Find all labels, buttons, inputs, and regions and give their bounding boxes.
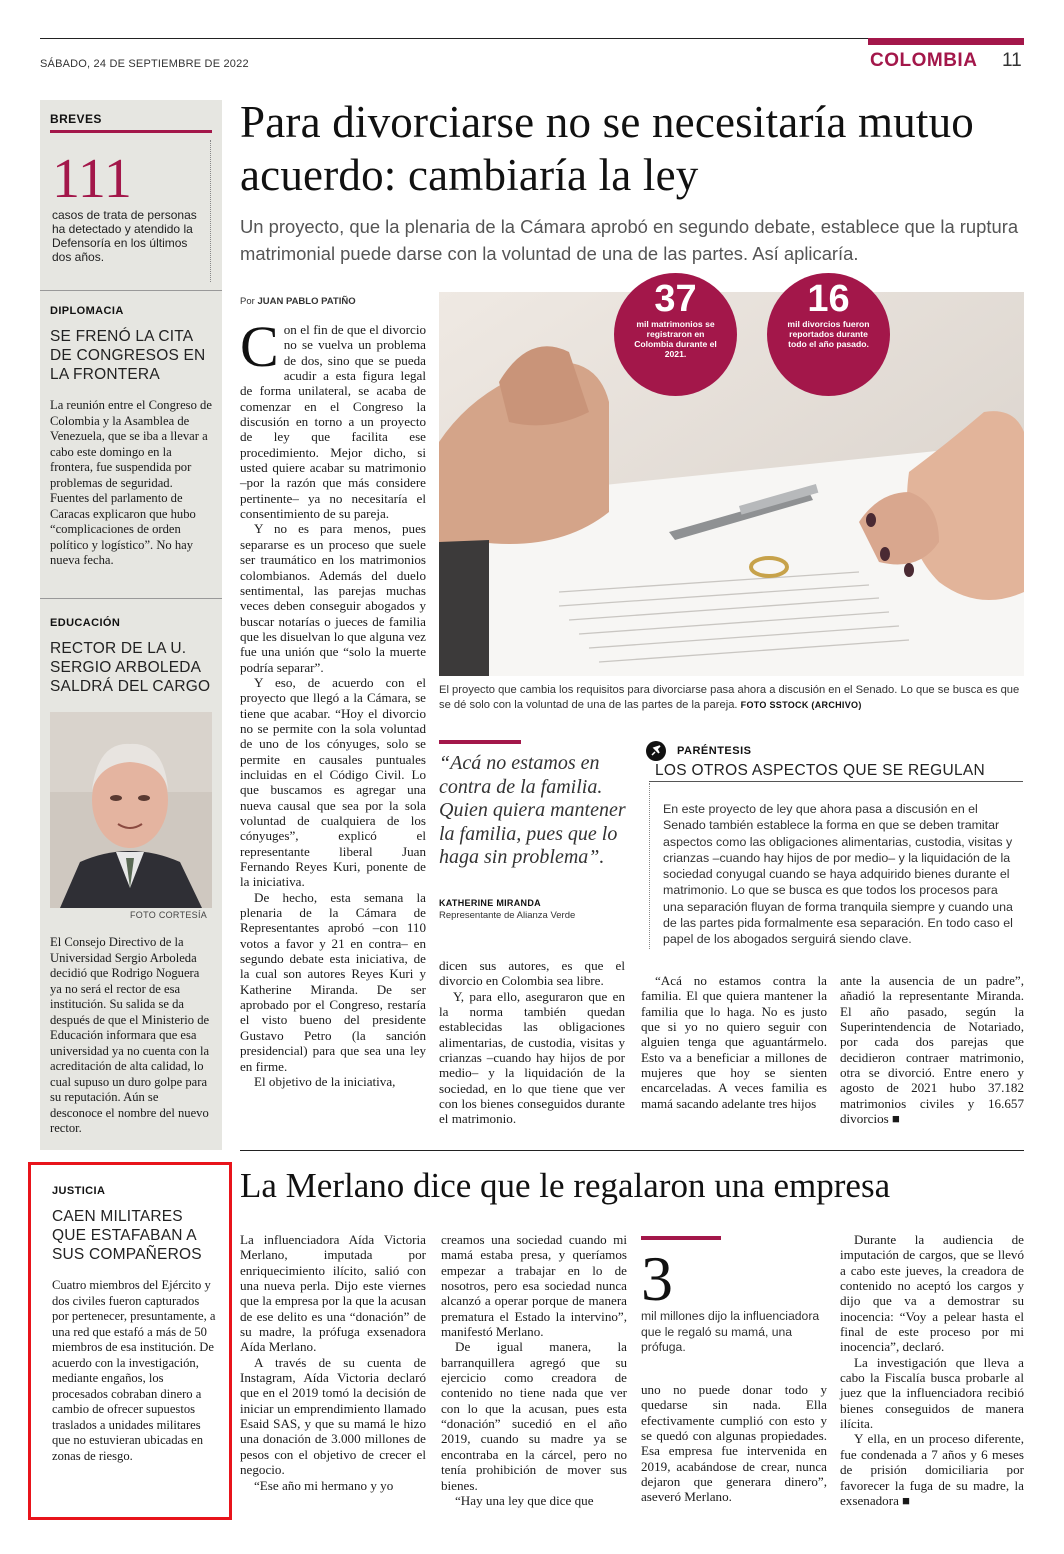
story1-column-3 <box>641 973 827 1111</box>
story2-stat-number: 3 <box>641 1243 673 1314</box>
section-name: COLOMBIA <box>870 50 978 71</box>
stat-number: 37 <box>654 278 697 320</box>
story2-column-1 <box>240 1232 426 1493</box>
story1-paragraph: on el fin de que el divorcio no se vuelva un problema de dos, sino que se pueda acudir a esta figura legal de forma unilateral, se acaba de comenzar en el Congreso la discusión en torno a un proyecto de ley que facilita ese procedimiento. Mejor dicho, si usted quiere acabar su matrimonio –por la razón que más considere pertinente– ya no necesitaría el consentimiento de su pareja. <box>240 322 426 522</box>
story2-paragraph: A través de su cuenta de Instagram, Aída Victoria declaró que en el 2019 tomó la decisión de iniciar un emprendimiento llamado Esaid SAS, y que su mamá le hizo una donación de 3.000 millones de pesos con el objetivo de crecer el negocio. <box>240 1354 426 1478</box>
byline <box>240 296 356 307</box>
story2-column-4 <box>840 1232 1024 1508</box>
portrait-illustration <box>50 712 212 908</box>
story2-paragraph: uno no puede donar todo y quedarse sin nada. Ella efectivamente cumplió con esto y se quedó con algunas propiedades. Esa empresa fue intervenida en 2019, acabándose de crear, nunca dejaron que generara dinero”, aseveró Merlano. <box>641 1382 827 1505</box>
story2-paragraph: Y ella, en un proceso diferente, fue condenada a 7 años y 6 meses de prisión domiciliaria por favorecer la fuga de su madre, la exsenadora ■ <box>840 1431 1024 1508</box>
story2-paragraph: De igual manera, la barranquillera agregó que su ejercicio como creadora de contenido no tiene nada que ver con lo que la acusan, pues esta “donación” sucedió en el año 2019, cuando su madre ya se encontraba en la cárcel, pero no tenía prohibición de mover sus bienes. <box>441 1339 627 1493</box>
story2-paragraph: La influenciadora Aída Victoria Merlano, imputada por enriquecimiento ilícito, salió con una nueva perla. Dijo este viernes que la empresa por la que la acusan de ese delito es una “donación” de su madre, la prófuga exsenadora Aída Merlano. <box>240 1232 426 1355</box>
caption-text: El proyecto que cambia los requisitos para divorciarse pasa ahora a discusión en el Senado. Lo que se busca es que se dé solo con la voluntad de una de las partes de la pareja. <box>439 684 1020 711</box>
dropcap: C <box>240 314 279 379</box>
stat-text: mil divorcios fueron reportados durante todo el año pasado. <box>787 319 870 349</box>
byline-prefix: Por <box>240 296 255 307</box>
justicia-label: JUSTICIA <box>52 1185 106 1197</box>
story2-column-2 <box>441 1232 627 1508</box>
stat-text: mil matrimonios se registraron en Colombia durante el 2021. <box>634 319 717 359</box>
diplomacia-label: DIPLOMACIA <box>50 305 124 317</box>
main-deck: Un proyecto, que la plenaria de la Cámara aprobó en segundo debate, establece que la ruptura matrimonial puede darse con la voluntad de una de las partes. Así aplicaría. <box>240 216 1019 264</box>
story1-paragraph: ante la ausencia de un padre”, añadió la representante Miranda. El año pasado, según la Superintendencia de Notariado, por cada dos parejas que decidieron contraer matrimonio, otra se divorció. Entre enero y agosto de 2021 hubo 37.182 matrimonios civiles y 16.657 divorcios ■ <box>840 973 1024 1127</box>
story1-paragraph: “Acá no estamos contra la familia. El que quiera mantener la familia que lo haga. No es justo que si yo no quiero seguir con alguien tenga que aguantármelo. Esto va a beneficiar a millones de mujeres que hoy se sienten encarceladas. A veces familia es mamá sacando adelante tres hijos <box>641 973 827 1111</box>
stat-circle-divorces <box>767 273 890 396</box>
educacion-label: EDUCACIÓN <box>50 617 121 629</box>
educacion-body: El Consejo Directivo de la Universidad Sergio Arboleda decidió que Rodrigo Noguera ya no será el rector de esa institución. Su salida se da después de que el Ministerio de Educación informara que esa universidad ya no cuenta con la acreditación de alta calidad, lo cual supuso un duro golpe para su reputación. Aún se desconoce el nombre del nuevo rector. <box>50 935 210 1135</box>
diplomacia-headline: SE FRENÓ LA CITA DE CONGRESOS EN LA FRONTERA <box>50 328 206 383</box>
photo-caption <box>439 683 1024 713</box>
sidebar-divider <box>40 598 222 599</box>
stat-number: 16 <box>807 278 850 320</box>
quote-author: KATHERINE MIRANDA <box>439 898 541 908</box>
breves-stat-number: 111 <box>52 148 132 210</box>
educacion-headline: RECTOR DE LA U. SERGIO ARBOLEDA SALDRÁ DEL CARGO <box>50 640 211 695</box>
story1-column-4 <box>840 973 1024 1126</box>
story1-column-1 <box>240 314 426 1089</box>
quote-rule <box>439 740 521 744</box>
parentesis-label: PARÉNTESIS <box>677 745 752 757</box>
page-number: 11 <box>1002 50 1022 71</box>
byline-author: JUAN PABLO PATIÑO <box>257 296 356 307</box>
quote-author-role: Representante de Alianza Verde <box>439 910 576 921</box>
story2-paragraph: “Ese año mi hermano y yo <box>254 1477 394 1493</box>
justicia-headline: CAEN MILITARES QUE ESTAFABAN A SUS COMPAÑEROS <box>52 1208 202 1263</box>
edition-date: SÁBADO, 24 DE SEPTIEMBRE DE 2022 <box>40 58 249 70</box>
rector-portrait-photo <box>50 712 212 908</box>
sidebar-divider <box>40 290 222 291</box>
story1-paragraph: De hecho, esta semana la plenaria de la Cámara de Representantes aprobó –con 110 votos a favor y 21 en contra– en segundo debate esta iniciativa, de la cual son autores Reyes Kuri y Katherine Miranda. De ser aprobado por el Congreso, restaría el visto bueno del presidente Gustavo Petro (la sanción presidencial) para que sea una ley en firme. <box>240 889 426 1074</box>
diplomacia-body: La reunión entre el Congreso de Colombia y la Asamblea de Venezuela, que se iba a llevar a cabo este domingo en la frontera, fue suspendida por problemas de seguridad. Fuentes del parlamento de Caracas explicaron que hubo “complicaciones de orden político y logístico”. No hay nueva fecha. <box>50 398 212 567</box>
parentesis-headline: LOS OTROS ASPECTOS QUE SE REGULAN <box>649 762 1023 782</box>
story2-paragraph: “Hay una ley que dice que <box>455 1492 594 1508</box>
story1-paragraph: El objetivo de la iniciativa, <box>254 1073 396 1089</box>
justicia-body: Cuatro miembros del Ejército y dos civiles fueron capturados por pertenecer, presuntamente, a una red que estafó a más de 50 miembros de esa institución. De acuerdo con la investigación, mediante engaños, los procesados cobraban dinero a cambio de ofrecer supuestos traslados a unidades militares que no estuvieran ubicadas en zonas de riesgo. <box>52 1278 216 1463</box>
stat-circle-marriages <box>614 273 737 396</box>
stat-rule <box>641 1236 721 1240</box>
breves-label: BREVES <box>50 112 102 126</box>
caption-photo-credit: FOTO SSTOCK (ARCHIVO) <box>740 700 862 710</box>
second-headline: La Merlano dice que le regalaron una empresa <box>240 1166 891 1205</box>
story1-paragraph: Y eso, de acuerdo con el proyecto que llegó a la Cámara, se tiene que acabar. “Hoy el divorcio no se permite con la sola voluntad de uno de los cónyuges, solo se permite en causales puntuales incluidas en el Código Civil. Lo que buscamos es agregar una nueva causal que sea por la sola voluntad de cualquiera de los cónyuges”, explicó el representante liberal Juan Fernando Reyes Kuri, ponente de la iniciativa. <box>240 674 426 890</box>
rector-photo-credit: FOTO CORTESÍA <box>130 910 208 920</box>
story2-column-3 <box>641 1382 827 1505</box>
parentesis-body: En este proyecto de ley que ahora pasa a discusión en el Senado también establece la forma en que se deben tramitar aspectos como las obligaciones alimentarias, custodia, visitas y crianzas –cuando hay hijos de por medio– y la liquidación de la sociedad conyugal cuando se haya adquirido bienes durante el matrimonio. Lo que se busca es que todos los procesos para una separación fluyan de forma tranquila siempre y cuando una de las partes pida formalmente esa separación. En todo caso el papel de los abogados serguirá siendo clave. <box>663 802 1013 947</box>
highlight-box <box>28 1162 232 1520</box>
breves-stat-text: casos de trata de personas ha detectado y atendido la Defensoría en los últimos dos años. <box>52 208 197 264</box>
breves-dotted-rule <box>210 140 211 282</box>
story1-paragraph: dicen sus autores, es que el divorcio en Colombia sea libre. <box>439 958 625 989</box>
breves-rule <box>50 130 212 133</box>
story1-column-2 <box>439 958 625 1127</box>
story1-paragraph: Y no es para menos, pues separarse es un proceso que suele ser traumático en los matrimonios colombianos. Además del duelo sentimental, las parejas muchas veces deben conseguir abogados y buscar notarías o jueces de familia que les disuelvan lo que alguna vez fue una unión que “solo la muerte podría separar”. <box>240 521 426 675</box>
story-divider <box>240 1150 1024 1151</box>
section-color-bar <box>868 38 1024 45</box>
main-headline: Para divorciarse no se necesitaría mutuo acuerdo: cambiaría la ley <box>240 97 974 200</box>
story2-paragraph: La investigación que lleva a cabo la Fiscalía busca probarle al juez que la influenciadora recibió bienes conseguidos de manera ilícita. <box>840 1354 1024 1432</box>
pull-quote: “Acá no estamos en contra de la familia. Quien quiera mantener la familia, pues que lo haga sin problema”. <box>439 752 626 868</box>
story2-stat-text: mil millones dijo la influenciadora que le regaló su mamá, una prófuga. <box>641 1309 820 1354</box>
story2-paragraph: Durante la audiencia de imputación de cargos, que se llevó a cabo este jueves, la creadora de contenido no aceptó los cargos y dijo que va a demostrar su inocencia: “Voy a pelear hasta el final de este proceso por mi inocencia”, declaró. <box>840 1232 1024 1355</box>
story1-paragraph: Y, para ello, aseguraron que en la norma también quedan establecidas las obligaciones alimentarias, de custodia, visitas y crianzas –cuando hay hijos de por medio– y la liquidación de la sociedad, en lo que tiene que ver con los bienes conseguidos durante el matrimonio. <box>439 988 625 1127</box>
pin-icon <box>645 740 667 762</box>
story2-paragraph: creamos una sociedad cuando mi mamá estaba presa, y queríamos empezar a trabajar en lo de nosotros, pero esa sociedad nunca alcanzó a operar porque de manera prematura el Estado la intervino”, manifestó Merlano. <box>441 1232 627 1340</box>
